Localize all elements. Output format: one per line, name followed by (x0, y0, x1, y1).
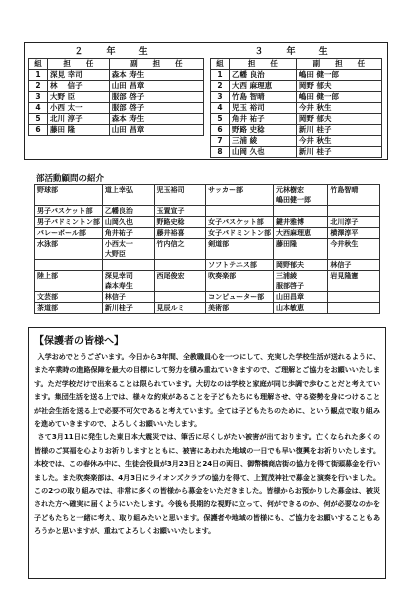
table-row (29, 81, 204, 92)
homeroom-teacher: 藤田 隆 (48, 125, 110, 136)
class-number: 2 (211, 81, 230, 92)
club-name: ソフトテニス部 (206, 260, 274, 271)
club-name: 美術部 (206, 303, 274, 314)
club-advisor-cell (102, 292, 154, 303)
club-advisor: 見辰ルミ (156, 304, 185, 312)
class-number: 3 (29, 92, 48, 103)
class-number: 5 (29, 114, 48, 125)
club-advisor-cell (328, 228, 380, 239)
sub-homeroom-teacher: 森本 寿生 (109, 114, 203, 125)
table-row (29, 125, 204, 136)
club-advisor-cell (274, 260, 328, 271)
club-advisor: 横澤淳平 (330, 229, 359, 237)
sub-homeroom-teacher: 山田 昌章 (109, 125, 203, 136)
club-advisor: 道上幸弘 (104, 186, 133, 194)
club-advisor: 藤井裕喜 (156, 229, 185, 237)
club-advisor: 林信子 (330, 261, 352, 269)
club-advisor: 鍵井雅博 (276, 218, 305, 226)
club-advisor-cell (274, 228, 328, 239)
club-advisor: 角井祐子 (104, 229, 133, 237)
table-row (35, 303, 380, 314)
table-row (35, 239, 380, 260)
club-advisor: 森本寿生 (104, 282, 133, 290)
class-number: 6 (29, 125, 48, 136)
club-advisor: 児玉裕司 (156, 186, 185, 194)
club-advisor-cell (154, 239, 206, 260)
club-advisor-cell (328, 271, 380, 292)
club-advisor: 三浦綾 (276, 272, 298, 280)
homeroom-teacher: 角井 祐子 (230, 114, 297, 125)
club-name: 水泳部 (35, 239, 103, 260)
homeroom-teacher: 大西 麻理恵 (230, 81, 297, 92)
club-name: 茶道部 (35, 303, 103, 314)
club-advisor: 林信子 (104, 293, 126, 301)
grade2-homeroom-table (28, 46, 204, 136)
message-paragraph: さて3月11日に発生した東日本大震災では、筆舌に尽くしがたい被害が出ております。亡くなられた多くの皆様のご冥福を心よりお祈りしますとともに、被害にあわれた地域の一日でも早い復興をお祈りいたします。本校では、この春休み中に、生徒会役員が3月23日と24日の両日、御幣橋商店街の協力を得て街頭募金を行いました。また吹奏楽部は、4月3日にライオンズクラブの協力を得て、上賀茂神社で募金と演奏を行いました。この2つの取り組みでは、非常に多くの皆様から募金をいただきました。皆様からお預かりした募金は、被災された方へ確実に届くようにいたします。今後も長期的な視野に立って、何ができるのか、何が必要なのかを子どもたちと一緒に考え、取り組みたいと思います。保護者や地域の皆様にも、ご協力をお願いすることもあろうかと思いますが、重ねてよろしくお願いいたします。 (34, 432, 380, 536)
sub-homeroom-teacher: 服部 啓子 (109, 103, 203, 114)
club-advisor: 嶋田健一郎 (276, 196, 312, 204)
club-advisor-cell (274, 303, 328, 314)
club-advisor: 北川淳子 (330, 218, 359, 226)
message-body (34, 350, 380, 538)
club-name: コンピューター部 (206, 292, 274, 303)
grade2-title: ２ 年 生 (29, 46, 204, 59)
club-advisor-cell (102, 185, 154, 206)
club-name: 吹奏楽部 (206, 271, 274, 292)
table-row (29, 103, 204, 114)
club-advisor-cell (274, 239, 328, 260)
class-number: 1 (211, 70, 230, 81)
sub-homeroom-teacher: 嶋田 健一郎 (296, 70, 381, 81)
table-row (211, 103, 382, 114)
class-number: 4 (29, 103, 48, 114)
sub-homeroom-teacher: 嶋田 健一郎 (296, 92, 381, 103)
table-row (29, 114, 204, 125)
club-advisor: 竹島智晴 (330, 186, 359, 194)
club-advisor-cell (154, 217, 206, 228)
homeroom-teacher: 竹島 智晴 (230, 92, 297, 103)
homeroom-teacher: 深見 幸司 (48, 70, 110, 81)
club-advisor-cell (102, 271, 154, 292)
sub-homeroom-teacher: 岡野 郁夫 (296, 81, 381, 92)
club-advisor: 竹内信之 (156, 240, 185, 248)
club-name: 陸上部 (35, 271, 103, 292)
homeroom-teacher: 山岡 久也 (230, 147, 297, 158)
class-number: 3 (211, 92, 230, 103)
sub-homeroom-teacher: 山田 昌章 (109, 81, 203, 92)
club-advisor-cell (102, 206, 154, 217)
class-number: 2 (29, 81, 48, 92)
grade3-title: ３ 年 生 (211, 46, 382, 59)
table-row (35, 271, 380, 292)
club-name (35, 260, 103, 271)
club-advisor-cell (154, 228, 206, 239)
class-number: 1 (29, 70, 48, 81)
club-name: サッカー部 (206, 185, 274, 206)
table-row (211, 92, 382, 103)
class-number: 5 (211, 114, 230, 125)
club-advisor-cell (154, 271, 206, 292)
club-advisor-cell (102, 228, 154, 239)
club-advisor-cell (328, 206, 380, 217)
club-advisor: 今井秋生 (330, 240, 359, 248)
grade2-col-class: 組 (29, 59, 48, 70)
club-advisor: 玉置宣子 (156, 207, 185, 215)
club-advisor-cell (102, 303, 154, 314)
club-advisor-cell (274, 206, 328, 217)
club-name: 男子バスケット部 (35, 206, 103, 217)
club-advisor-cell (274, 185, 328, 206)
club-advisor-cell (102, 217, 154, 228)
club-advisor: 乙幡良治 (104, 207, 133, 215)
table-row (211, 81, 382, 92)
homeroom-teacher: 野路 史稔 (230, 125, 297, 136)
homeroom-teacher: 小西 太一 (48, 103, 110, 114)
club-advisor-cell (328, 303, 380, 314)
message-paragraph: 入学おめでとうございます。今日から3年間、全教職員心を一つにして、充実した学校生活が送れるように、また卒業時の進路保障を最大の目標にして努力を積み重ねていきますので、ご理解とご協力をお願いいたします。ただ学校だけで出来ることは限られています。大切なのは学校と家庭が同じ歩調で歩むことだと考えています。集団生活を送る上では、様々な約束があることを子どもたちにも理解させ、守る姿勢を身につけることが社会生活を送る上で必要不可欠であると考えています。全ては子どもたちのために、という観点で取り組みを進めていきますので、よろしくお願いいたします。 (34, 352, 380, 429)
homeroom-teacher: 三浦 綾 (230, 136, 297, 147)
club-name: バレーボール部 (35, 228, 103, 239)
club-advisor-cell (274, 292, 328, 303)
club-advisor: 岩見隆憲 (330, 272, 359, 280)
grade3-homeroom-table (210, 46, 382, 158)
club-advisor-cell (328, 217, 380, 228)
table-row (35, 228, 380, 239)
class-number: 7 (211, 136, 230, 147)
club-name: 文芸部 (35, 292, 103, 303)
sub-homeroom-teacher: 森本 寿生 (109, 70, 203, 81)
club-name: 野球部 (35, 185, 103, 206)
homeroom-teacher: 北川 淳子 (48, 114, 110, 125)
sub-homeroom-teacher: 新川 桂子 (296, 125, 381, 136)
club-advisor-cell (154, 185, 206, 206)
club-advisor: 元林樹宏 (276, 186, 305, 194)
table-row (211, 147, 382, 158)
club-advisor-cell (102, 260, 154, 271)
club-advisor: 深見幸司 (104, 272, 133, 280)
club-name: 剣道部 (206, 239, 274, 260)
club-advisor-cell (328, 239, 380, 260)
table-row (35, 185, 380, 206)
table-row (35, 206, 380, 217)
club-advisor-cell (274, 271, 328, 292)
club-advisor-cell (154, 303, 206, 314)
grade2-col-subteacher: 副 担 任 (109, 59, 203, 70)
club-advisor: 服部啓子 (276, 282, 305, 290)
table-row (35, 292, 380, 303)
club-advisor: 大西麻理恵 (276, 229, 312, 237)
club-advisor-cell (154, 292, 206, 303)
club-advisor-cell (102, 239, 154, 260)
table-row (29, 92, 204, 103)
club-advisor: 山田昌章 (276, 293, 305, 301)
club-advisors-title: 部活動顧問の紹介 (36, 174, 105, 184)
table-row (211, 125, 382, 136)
grade3-col-class: 組 (211, 59, 230, 70)
class-number: 4 (211, 103, 230, 114)
table-row (211, 136, 382, 147)
club-advisor: 小西太一 (104, 240, 133, 248)
homeroom-teacher: 林 信子 (48, 81, 110, 92)
club-advisor: 岡野郁夫 (276, 261, 305, 269)
table-row (211, 70, 382, 81)
club-advisor: 藤田隆 (276, 240, 298, 248)
homeroom-teacher: 大野 臣 (48, 92, 110, 103)
grade3-col-subteacher: 副 担 任 (296, 59, 381, 70)
message-title: 【保護者の皆様へ】 (34, 336, 124, 347)
club-advisor: 新川桂子 (104, 304, 133, 312)
club-name: 女子バドミントン部 (206, 228, 274, 239)
sub-homeroom-teacher: 今井 秋生 (296, 136, 381, 147)
club-name (206, 206, 274, 217)
sub-homeroom-teacher: 服部 啓子 (109, 92, 203, 103)
club-advisor: 山岡久也 (104, 218, 133, 226)
club-advisor-cell (154, 260, 206, 271)
club-name: 女子バスケット部 (206, 217, 274, 228)
club-advisor-cell (328, 185, 380, 206)
club-advisor: 大野臣 (104, 250, 126, 258)
table-row (211, 114, 382, 125)
class-number: 6 (211, 125, 230, 136)
club-name: 男子バドミントン部 (35, 217, 103, 228)
sub-homeroom-teacher: 今井 秋生 (296, 103, 381, 114)
table-row (35, 217, 380, 228)
club-advisor-cell (274, 217, 328, 228)
club-advisor: 西尾俊宏 (156, 272, 185, 280)
sub-homeroom-teacher: 岡野 郁夫 (296, 114, 381, 125)
table-row (29, 70, 204, 81)
club-advisor: 野路史稔 (156, 218, 185, 226)
club-advisor-cell (328, 292, 380, 303)
club-advisors-table (34, 184, 380, 314)
club-advisor-cell (328, 260, 380, 271)
homeroom-teacher: 乙幡 良治 (230, 70, 297, 81)
club-advisor: 山本敏恵 (276, 304, 305, 312)
grade2-col-teacher: 担 任 (48, 59, 110, 70)
sub-homeroom-teacher: 新川 桂子 (296, 147, 381, 158)
homeroom-teacher: 児玉 裕司 (230, 103, 297, 114)
table-row (35, 260, 380, 271)
grade3-col-teacher: 担 任 (230, 59, 297, 70)
class-number: 8 (211, 147, 230, 158)
club-advisor-cell (154, 206, 206, 217)
